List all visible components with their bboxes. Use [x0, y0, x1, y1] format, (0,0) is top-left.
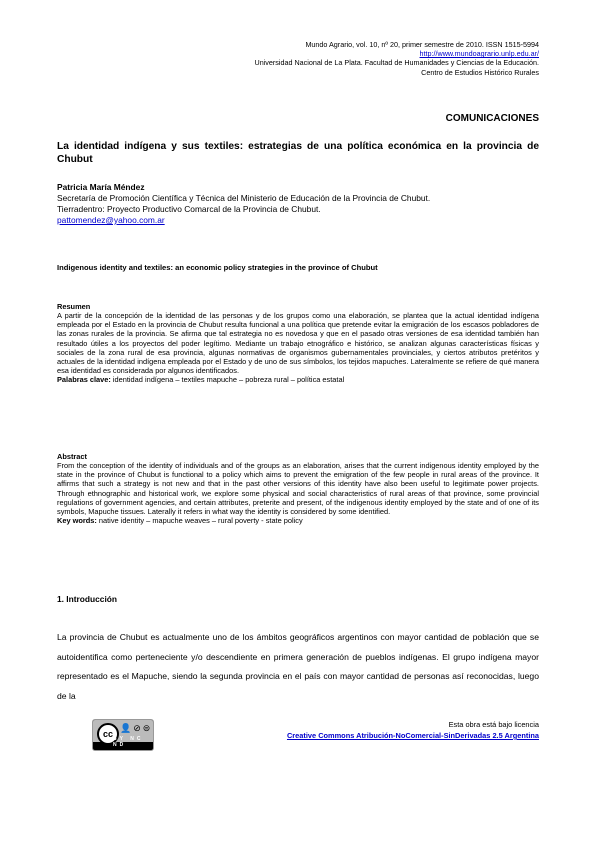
license-intro: Esta obra está bajo licencia	[448, 720, 539, 729]
section-label: COMUNICACIONES	[445, 113, 539, 124]
abstract-keywords-text: native identity – mapuche weaves – rural poverty - state policy	[98, 516, 303, 526]
abstract-text: From the conception of the identity of individuals and of the groups as an elaboration, arises that the current indigenous identity employed by the state in the province of Chubut is functional to a policy which aims to prevent the emigration of the few people in rural areas of the province. It affirms that such a strategy is not new and that in the past other versions of this identity have also been useful to legitimate power projects. Through ethnographic and historical work, we explore some physical and social characteristics of rural areas of that province, some provincial regulations of government agencies, and certain attributes, preterite and present, of the indigenous identity employed by the state and of one of its symbols, Mapuche tissues. Laterally it refers in what way the identity is considered by some identified.	[57, 461, 539, 516]
research-center: Centro de Estudios Histórico Rurales	[421, 67, 539, 77]
cc-logo-icon: cc	[97, 723, 119, 745]
resumen-text: A partir de la concepción de la identidad de las personas y de los grupos como una elaboración, se plantea que la actual identidad indígena empleada por el Estado en la provincia de Chubut resulta funcional a una política que pretende evitar la emigración de los escasos pobladores de las zonas rurales de la provincia. Se afirma que tal estrategia no es novedosa y que en el pasado otras versiones de esa identidad también han resultado útiles a los proyectos del poder legítimo. Mediante un trabajo etnográfico e histórico, se analizan algunas características físicas y sociales de la zona rural de esa provincia, algunas normativas de organismos gubernamentales provinciales, y ciertos atributos pretéritos y actuales de la identidad indígena empleada por el Estado y de uno de sus símbolos, los tejidos mapuches. Lateralmente se refiere de qué manera esa identidad es considerada por algunos identificados.	[57, 311, 539, 376]
journal-url-link[interactable]: http://www.mundoagrario.unlp.edu.ar/	[419, 49, 539, 59]
journal-citation: Mundo Agrario, vol. 10, nº 20, primer semestre de 2010. ISSN 1515-5994	[305, 40, 539, 49]
intro-heading: 1. Introducción	[57, 594, 118, 604]
english-title: Indigenous identity and textiles: an economic policy strategies in the province of Chubut	[57, 263, 378, 272]
license-footer	[92, 719, 539, 753]
abstract-section	[57, 452, 539, 525]
by-nc-nd-icons: 👤⊘⊜	[120, 723, 153, 733]
abstract-keywords	[57, 516, 539, 525]
cc-license-labels: BY NC ND	[113, 736, 144, 748]
abstract-heading: Abstract	[57, 452, 87, 461]
creative-commons-badge-icon[interactable]	[92, 719, 154, 751]
resumen-keywords-text: identidad indígena – textiles mapuche – pobreza rural – política estatal	[112, 375, 345, 385]
resumen-keywords-label: Palabras clave:	[57, 375, 111, 385]
author-block	[57, 182, 539, 226]
license-text	[287, 719, 539, 741]
author-name: Patricia María Méndez	[57, 182, 145, 192]
resumen-section	[57, 302, 539, 384]
resumen-keywords	[57, 375, 539, 384]
page-header	[255, 40, 539, 77]
resumen-heading: Resumen	[57, 302, 91, 311]
abstract-keywords-label: Key words:	[57, 516, 97, 526]
author-affiliation-2: Tierradentro: Proyecto Productivo Comarcal de la Provincia de Chubut.	[57, 204, 321, 214]
article-title: La identidad indígena y sus textiles: estrategias de una política económica en la provincia de Chubut	[57, 141, 539, 165]
license-link[interactable]: Creative Commons Atribución-NoComercial-SinDerivadas 2.5 Argentina	[286, 731, 539, 740]
university-name: Universidad Nacional de La Plata. Facultad de Humanidades y Ciencias de la Educación.	[254, 58, 539, 68]
author-affiliation-1: Secretaría de Promoción Científica y Técnica del Ministerio de Educación de la Provincia de Chubut.	[57, 193, 431, 203]
intro-paragraph: La provincia de Chubut es actualmente uno de los ámbitos geográficos argentinos con mayor cantidad de población que se autoidentifica como perteneciente y/o descendiente en primera generación de pueblos indígenas. El grupo indígena mayor representado es el Mapuche, siendo la segunda provincia en el país con mayor cantidad de personas así reconocidas, luego de la	[57, 632, 539, 701]
author-email-link[interactable]: pattomendez@yahoo.com.ar	[57, 215, 165, 225]
